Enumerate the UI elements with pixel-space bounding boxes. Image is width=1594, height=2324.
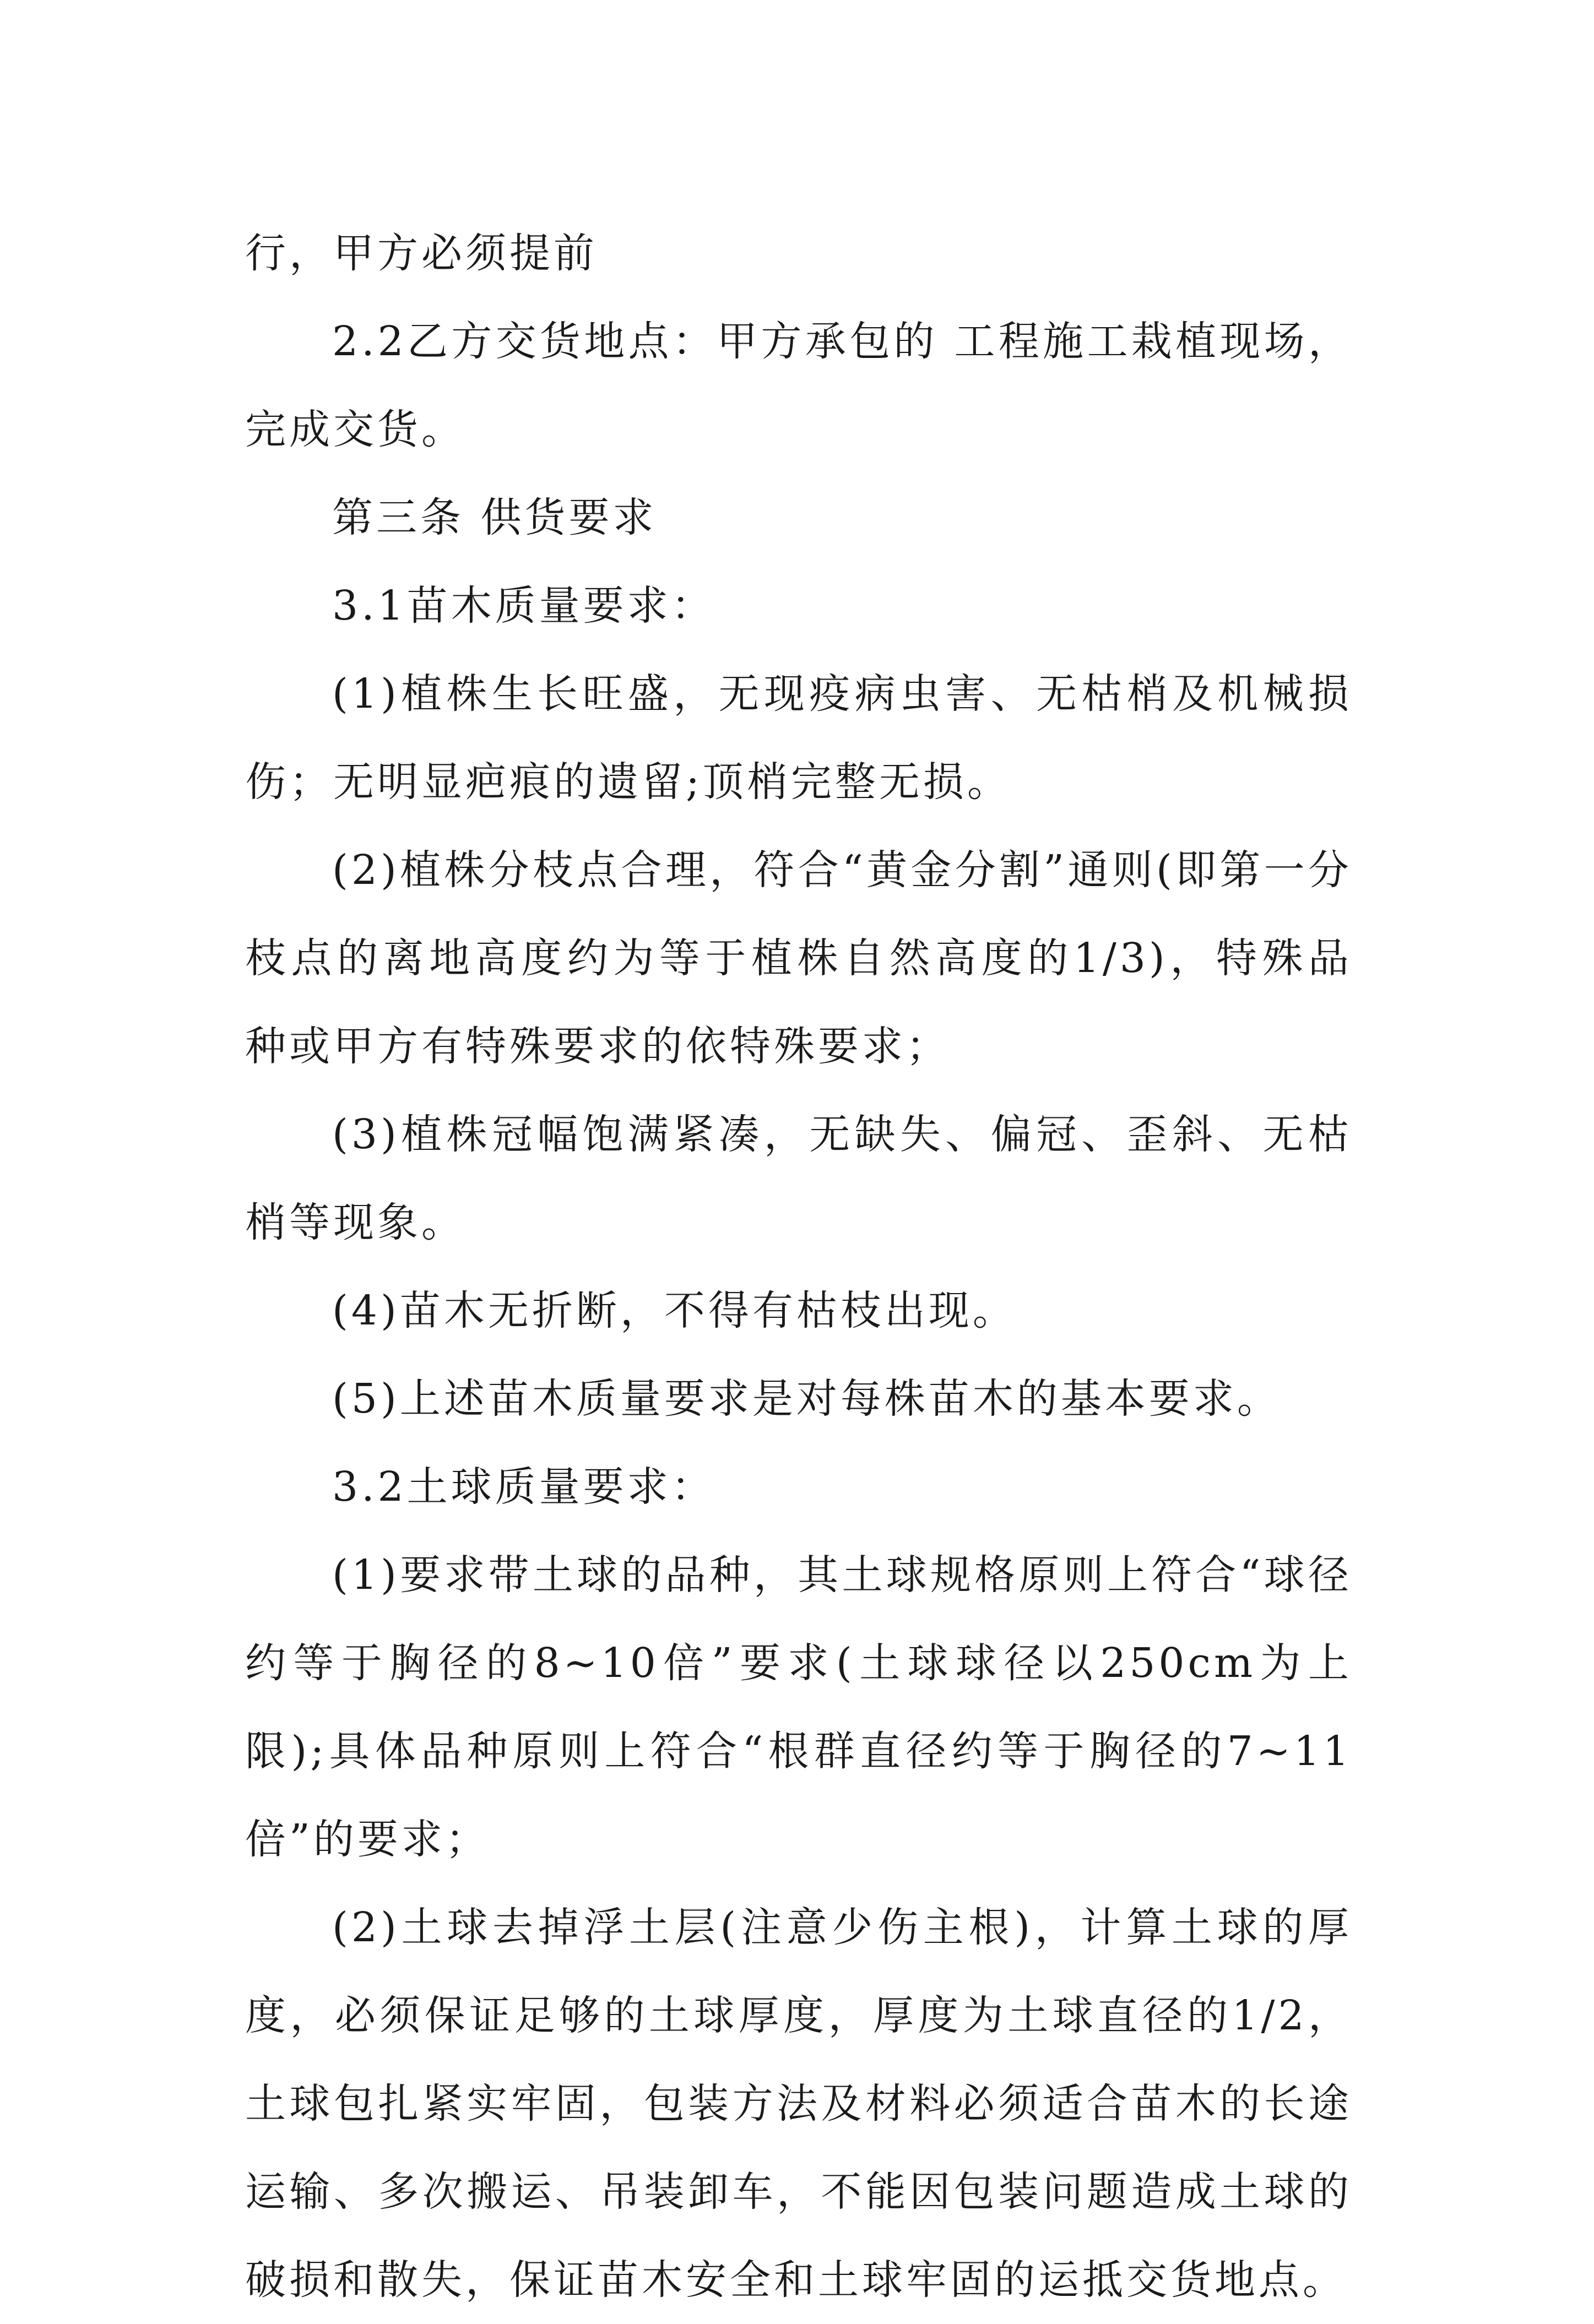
paragraph-3-1-item-4: (4)苗木无折断，不得有枯枝出现。 (332, 1287, 1017, 1334)
section-heading-article-3: 第三条 供货要求 (332, 494, 657, 541)
paragraph-3-1-item-5: (5)上述苗木质量要求是对每株苗木的基本要求。 (332, 1375, 1281, 1422)
paragraph-delivery-location: 2.2乙方交货地点：甲方承包的 工程施工栽植现场，完成交货。 (245, 318, 1352, 453)
subsection-heading-3-1: 3.1苗木质量要求： (332, 582, 715, 629)
paragraph-3-2-item-1: (1)要求带土球的品种，其土球规格原则上符合“球径约等于胸径的8~10倍”要求(土球球径以250cm为上限);具体品种原则上符合“根群直径约等于胸径的7~11倍”的要求； (245, 1551, 1352, 1863)
paragraph-3-1-item-2: (2)植株分枝点合理，符合“黄金分割”通则(即第一分枝点的离地高度约为等于植株自然高度的1/3)，特殊品种或甲方有特殊要求的依特殊要求； (245, 846, 1352, 1070)
document-body (245, 209, 1352, 2324)
paragraph-3-1-item-1: (1)植株生长旺盛，无现疫病虫害、无枯梢及机械损伤；无明显疤痕的遗留;顶梢完整无损。 (245, 670, 1352, 806)
paragraph-3-1-item-3: (3)植株冠幅饱满紧凑，无缺失、偏冠、歪斜、无枯梢等现象。 (245, 1111, 1352, 1246)
paragraph-3-2-item-2: (2)土球去掉浮土层(注意少伤主根)，计算土球的厚度，必须保证足够的土球厚度，厚度为土球直径的1/2，土球包扎紧实牢固，包装方法及材料必须适合苗木的长途运输、多次搬运、吊装卸车，不能因包装问题造成土球的破损和散失，保证苗木安全和土球牢固的运抵交货地点。 (245, 1904, 1352, 2304)
paragraph-continuation: 行，甲方必须提前 (245, 230, 598, 277)
subsection-heading-3-2: 3.2土球质量要求： (332, 1463, 715, 1511)
